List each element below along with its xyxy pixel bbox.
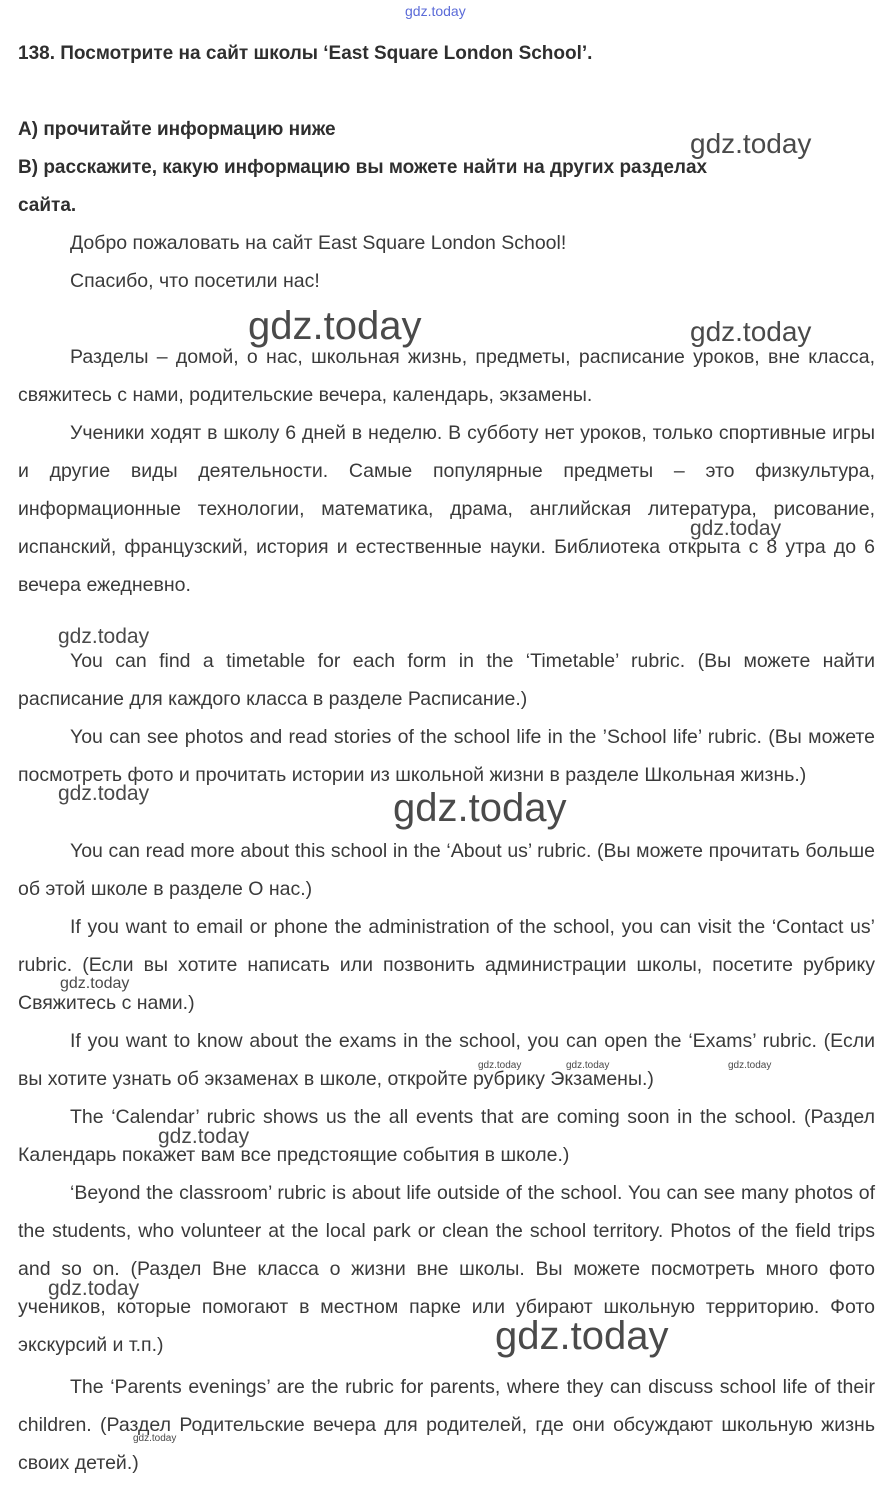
paragraph-about-us: You can read more about this school in the ‘About us’ rubric. (Вы можете прочитать больше об этой школе в разделе О нас.) bbox=[18, 840, 875, 900]
watermark: gdz.today bbox=[690, 316, 812, 347]
watermark: gdz.today bbox=[690, 517, 782, 540]
paragraph-contact: If you want to email or phone the administration of the school, you can visit the ‘Contact us’ rubric. (Если вы хотите написать или позвонить администрации школы, посетите рубрику Свяжитесь с нами.) bbox=[18, 916, 875, 1014]
watermark: gdz.today bbox=[478, 1060, 522, 1071]
watermark: gdz.today bbox=[248, 304, 422, 348]
paragraph-thanks: Спасибо, что посетили нас! bbox=[70, 270, 320, 292]
watermark-top: gdz.today bbox=[405, 3, 466, 19]
paragraph-exams: If you want to know about the exams in the school, you can open the ‘Exams’ rubric. (Если вы хотите узнать об экзаменах в школе, откройте рубрику Экзамены.) bbox=[18, 1030, 875, 1090]
watermark: gdz.today bbox=[495, 1314, 669, 1358]
paragraph-beyond-classroom: ‘Beyond the classroom’ rubric is about life outside of the school. You can see many photos of the students, who volunteer at the local park or clean the school territory. Photos of the field trips and so on. (Раздел Вне класса о жизни вне школы. Вы можете посмотреть много фото учеников, которые помогают в местном парке или убирают школьную территорию. Фото экскурсий и т.п.) bbox=[18, 1182, 875, 1356]
paragraph-welcome: Добро пожаловать на сайт East Square London School! bbox=[70, 232, 567, 254]
paragraph-pupils: Ученики ходят в школу 6 дней в неделю. В субботу нет уроков, только спортивные игры и другие виды деятельности. Самые популярные предметы – это физкультура, информационные технологии, математика, драма, английская литература, рисование, испанский, французский, история и естественные науки. Библиотека открыта с 8 утра до 6 вечера ежедневно. bbox=[18, 422, 875, 596]
paragraph-sections: Разделы – домой, о нас, школьная жизнь, предметы, расписание уроков, вне класса, свяжитесь с нами, родительские вечера, календарь, экзамены. bbox=[18, 346, 875, 406]
paragraph-school-life: You can see photos and read stories of the school life in the ’School life’ rubric. (Вы можете посмотреть фото и прочитать истории из школьной жизни в разделе Школьная жизнь.) bbox=[18, 726, 875, 786]
paragraph-calendar: The ‘Calendar’ rubric shows us the all events that are coming soon in the school. (Раздел Календарь покажет вам все предстоящие события в школе.) bbox=[18, 1106, 875, 1166]
paragraph-parents-evenings: The ‘Parents evenings’ are the rubric for parents, where they can discuss school life of their children. (Раздел Родительские вечера для родителей, где они обсуждают школьную жизнь своих детей.) bbox=[18, 1376, 875, 1474]
watermark: gdz.today bbox=[133, 1433, 177, 1444]
watermark: gdz.today bbox=[48, 1277, 140, 1300]
task-line-a: А) прочитайте информацию ниже bbox=[18, 119, 336, 140]
task-title: 138. Посмотрите на сайт школы ‘East Square London School’. bbox=[18, 43, 593, 64]
watermark: gdz.today bbox=[58, 625, 150, 648]
watermark: gdz.today bbox=[393, 786, 567, 830]
watermark: gdz.today bbox=[60, 975, 130, 992]
task-line-b: В) расскажите, какую информацию вы можете найти на других разделах bbox=[18, 157, 708, 178]
paragraph-timetable: You can find a timetable for each form in the ‘Timetable’ rubric. (Вы можете найти расписание для каждого класса в разделе Расписание.) bbox=[18, 650, 875, 710]
watermark: gdz.today bbox=[566, 1060, 610, 1071]
task-line-b-continued: сайта. bbox=[18, 195, 77, 216]
watermark: gdz.today bbox=[728, 1060, 772, 1071]
watermark: gdz.today bbox=[58, 782, 150, 805]
watermark: gdz.today bbox=[690, 128, 812, 159]
watermark: gdz.today bbox=[158, 1125, 250, 1148]
